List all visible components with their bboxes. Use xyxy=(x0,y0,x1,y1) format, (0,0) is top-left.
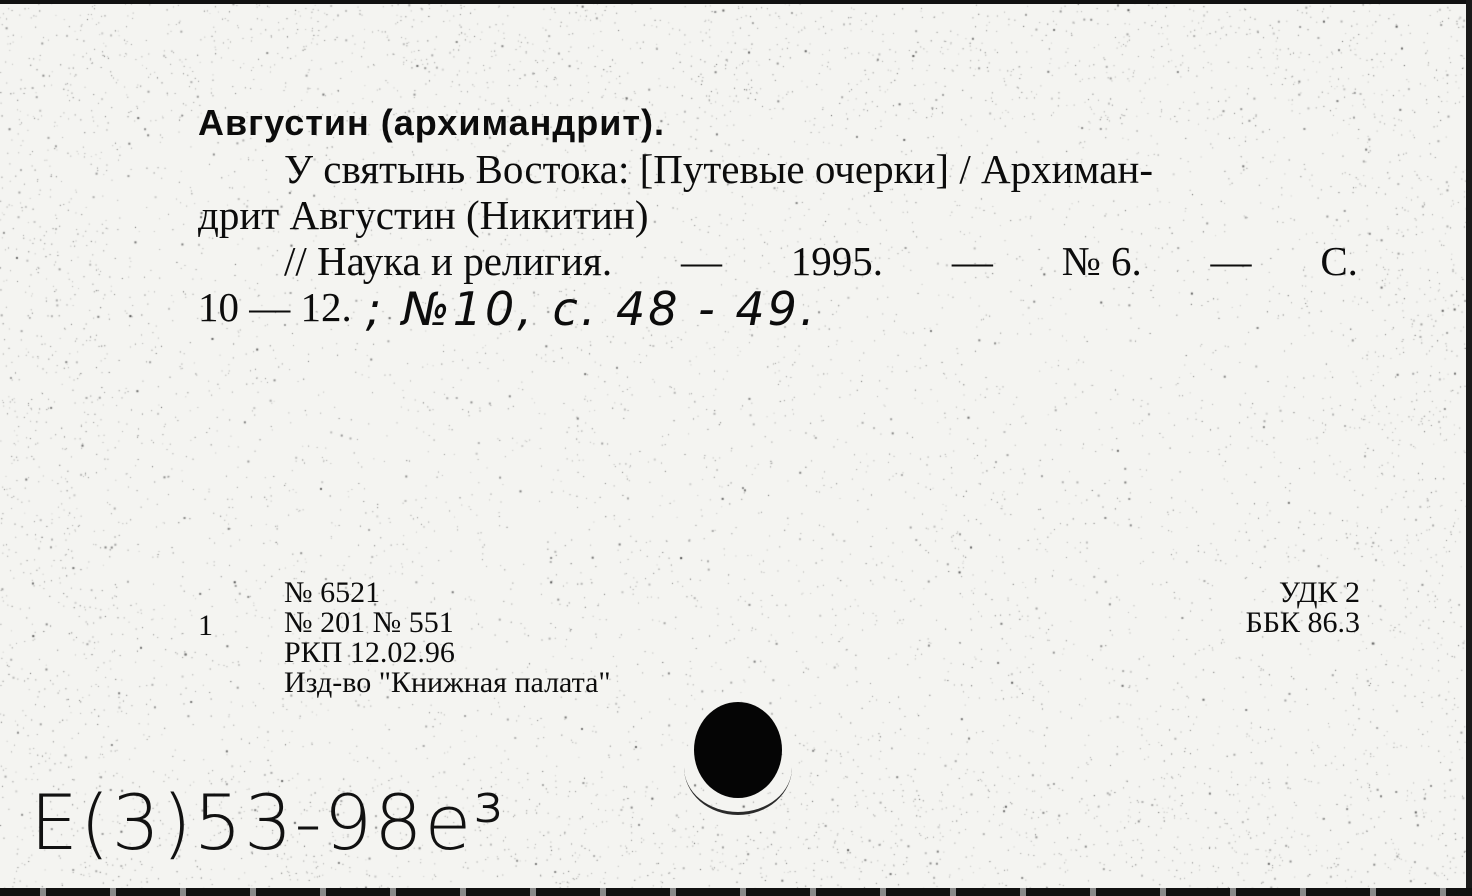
catalog-numbers: № 201 № 551 xyxy=(284,606,454,639)
publisher-note: Изд-во "Книжная палата" xyxy=(284,666,611,699)
source-page-label: С. xyxy=(1320,238,1358,284)
rkp-date: РКП 12.02.96 xyxy=(284,636,455,669)
pages-range: 10 — 12. xyxy=(198,284,352,330)
source-journal: // Наука и религия. xyxy=(284,238,613,284)
card-right-edge xyxy=(1466,0,1472,896)
handwritten-shelfmark: E(3)53-98e³ xyxy=(30,778,506,867)
bbk-code: ББК 86.3 xyxy=(1245,606,1360,639)
source-issue: № 6. xyxy=(1061,238,1142,284)
title-line-2: дрит Августин (Никитин) xyxy=(198,192,649,238)
source-line xyxy=(198,238,1358,284)
source-dash-1: — xyxy=(680,238,722,284)
card-metadata xyxy=(284,578,611,698)
bibliographic-entry xyxy=(198,100,1358,336)
title-line-1 xyxy=(198,146,1358,192)
source-dash-2: — xyxy=(951,238,993,284)
pages-line xyxy=(198,282,1358,336)
card-bottom-edge xyxy=(0,888,1472,896)
punch-hole xyxy=(694,702,782,798)
item-number: № 6521 xyxy=(284,576,381,609)
author-heading: Августин (архимандрит). xyxy=(198,102,665,143)
classification-codes xyxy=(1180,578,1360,638)
title-text-1: У святынь Востока: [Путевые очерки] / Архиман- xyxy=(284,146,1153,192)
source-year: 1995. xyxy=(790,238,884,284)
handwritten-note: ; №10, с. 48 - 49. xyxy=(365,282,818,336)
source-dash-3: — xyxy=(1210,238,1252,284)
line-index: 1 xyxy=(198,609,213,642)
udk-code: УДК 2 xyxy=(1278,576,1360,609)
card-top-edge xyxy=(0,0,1472,4)
